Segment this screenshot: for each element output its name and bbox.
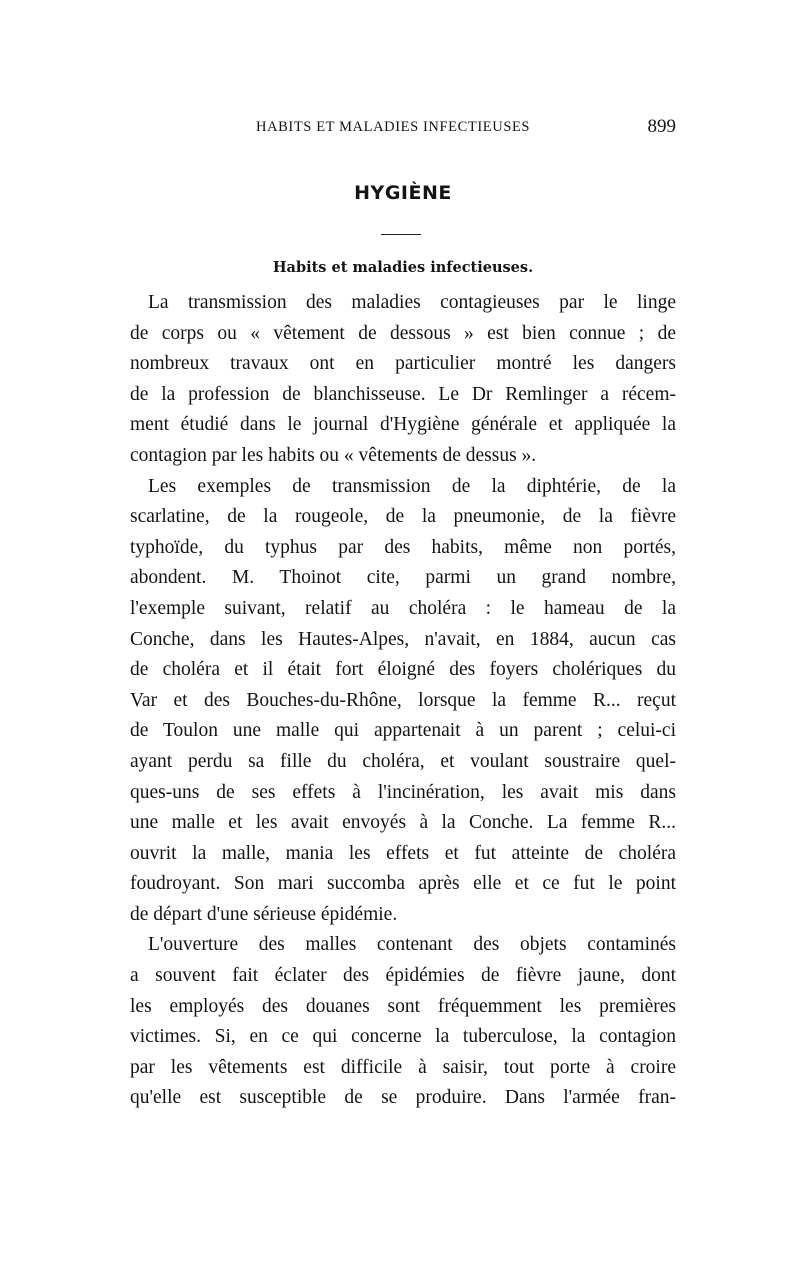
text-line: ouvrit la malle, mania les effets et fut atteinte de choléra	[130, 842, 676, 864]
paragraph-2	[130, 472, 676, 931]
text-line: l'exemple suivant, relatif au choléra : le hameau de la	[130, 597, 676, 619]
running-title: HABITS ET MALADIES INFECTIEUSES	[256, 119, 531, 135]
page-number: 899	[647, 116, 676, 137]
text-line: une malle et les avait envoyés à la Conche. La femme R...	[130, 812, 676, 834]
text-line: Var et des Bouches-du-Rhône, lorsque la femme R... reçut	[130, 689, 676, 711]
text-line: typhoïde, du typhus par des habits, même non portés,	[130, 536, 676, 558]
title-rule	[381, 234, 421, 235]
text-line: foudroyant. Son mari succomba après elle et ce fut le point	[130, 873, 676, 895]
paragraph-3	[130, 930, 676, 1114]
text-line: nombreux travaux ont en particulier montré les dangers	[130, 353, 676, 375]
text-line: ment étudié dans le journal d'Hygiène générale et appliquée la	[130, 414, 676, 436]
section-title: HYGIÈNE	[354, 182, 452, 204]
text-line: L'ouverture des malles contenant des objets contaminés	[148, 934, 676, 956]
text-line: qu'elle est susceptible de se produire. Dans l'armée fran-	[130, 1087, 676, 1109]
text-line: ayant perdu sa fille du choléra, et voulant soustraire quel-	[130, 750, 676, 772]
text-line: scarlatine, de la rougeole, de la pneumonie, de la fièvre	[130, 506, 676, 528]
text-line: de choléra et il était fort éloigné des foyers cholériques du	[130, 659, 676, 681]
text-line: les employés des douanes sont fréquemment les premières	[130, 995, 676, 1017]
text-line: par les vêtements est difficile à saisir, tout porte à croire	[130, 1056, 676, 1078]
text-line: La transmission des maladies contagieuses par le linge	[148, 292, 676, 313]
running-header	[130, 116, 676, 140]
subsection-title: Habits et maladies infectieuses.	[272, 259, 534, 276]
text-line: ques-uns de ses effets à l'incinération, les avait mis dans	[130, 781, 676, 803]
text-line: Conche, dans les Hautes-Alpes, n'avait, en 1884, aucun cas	[130, 628, 676, 650]
text-line: contagion par les habits ou « vêtements de dessus ».	[130, 444, 537, 466]
text-line: de corps ou « vêtement de dessous » est bien connue ; de	[130, 322, 676, 344]
text-line: de départ d'une sérieuse épidémie.	[130, 903, 398, 925]
text-line: de la profession de blanchisseuse. Le Dr Remlinger a récem-	[130, 383, 676, 405]
text-line: Les exemples de transmission de la diphtérie, de la	[148, 475, 676, 497]
text-line: abondent. M. Thoinot cite, parmi un grand nombre,	[130, 567, 676, 589]
body-text	[130, 288, 676, 1114]
text-line: victimes. Si, en ce qui concerne la tuberculose, la contagion	[130, 1026, 676, 1048]
paragraph-1	[130, 288, 676, 472]
text-line: de Toulon une malle qui appartenait à un parent ; celui-ci	[130, 720, 676, 742]
text-line: a souvent fait éclater des épidémies de fièvre jaune, dont	[130, 965, 676, 987]
